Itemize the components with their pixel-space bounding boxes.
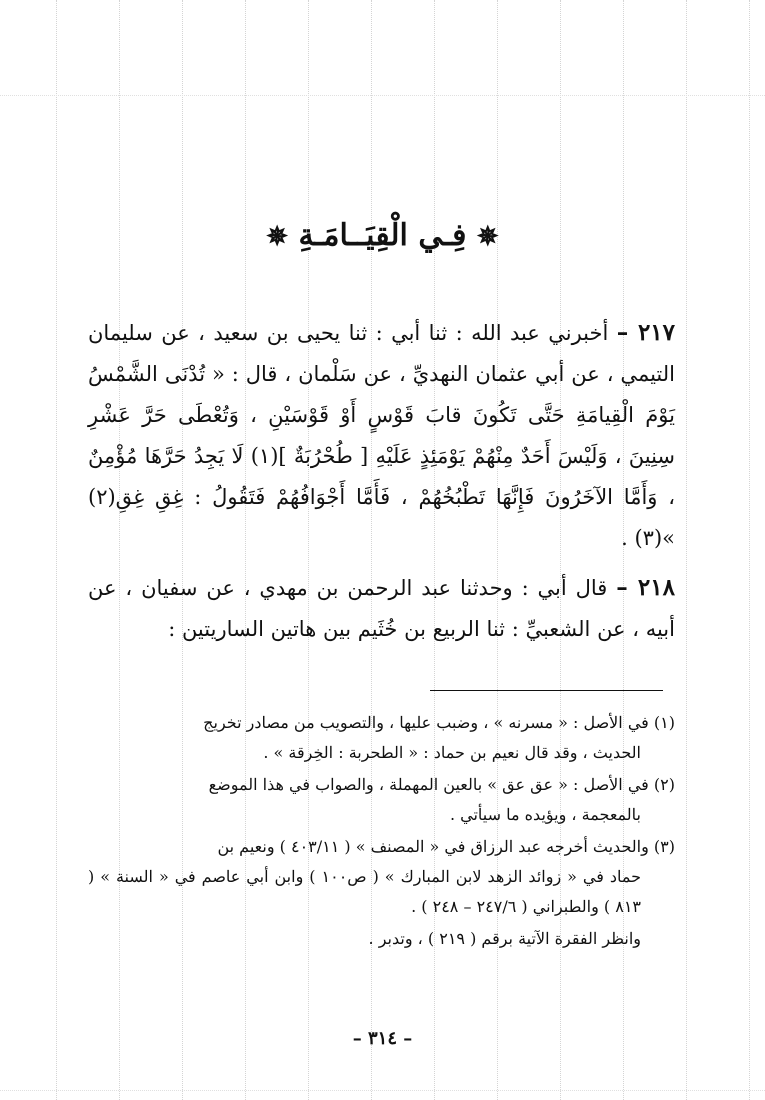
footnote-marker: (٢) xyxy=(653,775,675,794)
footnote-marker: (٣) xyxy=(653,837,675,856)
hadith-text: أخبرني عبد الله : ثنا أبي : ثنا يحيى بن سعيد ، عن سليمان التيمي ، عن أبي عثمان النهديِّ ، عن سَلْمان ، قال : « تُدْنَى الشَّمْسُ يَوْمَ الْقِيامَةِ حَتَّى تَكُونَ قابَ قَوْسٍ أَوْ قَوْسَيْنِ ، وَتُعْطَى حَرَّ عَشْرِ سِنِينَ ، وَلَيْسَ أَحَدٌ مِنْهُمْ يَوْمَئِذٍ عَلَيْهِ [ طُحْرُبَةٌ ](١) لَا يَجِدُ حَرَّهَا مُؤْمِنٌ ، وَأَمَّا الآخَرُونَ فَإِنَّهَا تَطْبُخُهُمْ ، فَأَمَّا أَجْوَافُهُمْ فَتَقُولُ : غِقِ غِقِ(٢) »(٣) . xyxy=(88,321,676,550)
hadith-paragraph xyxy=(88,312,675,559)
main-text xyxy=(88,312,675,658)
hadith-text: قال أبي : وحدثنا عبد الرحمن بن مهدي ، عن سفيان ، عن أبيه ، عن الشعبيِّ : ثنا الربيع بن خُثَيم بين هاتين الساريتين : xyxy=(88,576,675,641)
footnote-separator xyxy=(430,690,663,691)
footnote-text: والحديث أخرجه عبد الرزاق في « المصنف » ( ٤٠٣/١١ ) ونعيم بن xyxy=(217,837,654,856)
footnote-continuation: وانظر الفقرة الآتية برقم ( ٢١٩ ) ، وتدبر . xyxy=(368,929,641,948)
section-heading xyxy=(0,218,765,253)
grid-line xyxy=(686,0,687,1100)
footnote-continuation: حماد في « زوائد الزهد لابن المبارك » ( ص١٠٠ ) وابن أبي عاصم في « السنة » ( ٨١٣ ) والطبراني ( ٢٤٧/٦ – ٢٤٨ ) . xyxy=(88,867,641,916)
star-ornament-icon: ✵ xyxy=(476,222,499,252)
grid-line xyxy=(0,95,765,96)
grid-line xyxy=(0,1090,765,1091)
hadith-number: ٢١٧ – xyxy=(616,319,675,346)
footnotes xyxy=(88,708,675,956)
hadith-number: ٢١٨ – xyxy=(616,574,675,601)
grid-line xyxy=(56,0,57,1100)
footnote xyxy=(88,924,675,954)
footnote-marker: (١) xyxy=(653,713,675,732)
star-ornament-icon: ✵ xyxy=(266,222,289,252)
footnote xyxy=(88,708,675,768)
footnote-text: في الأصل : « عق عق » بالعين المهملة ، والصواب في هذا الموضع xyxy=(208,775,654,794)
footnote xyxy=(88,832,675,922)
footnote xyxy=(88,770,675,830)
page-number: – ٣١٤ – xyxy=(352,1028,413,1049)
footnote-continuation: الحديث ، وقد قال نعيم بن حماد : « الطحربة : الخِرقة » . xyxy=(263,743,641,762)
grid-line xyxy=(749,0,750,1100)
section-title: فِـي الْقِيَــامَـةِ xyxy=(298,218,467,253)
footnote-text: في الأصل : « مسرنه » ، وضبب عليها ، والتصويب من مصادر تخريج xyxy=(203,713,654,732)
hadith-paragraph xyxy=(88,567,675,650)
footnote-continuation: بالمعجمة ، ويؤيده ما سيأتي . xyxy=(449,805,641,824)
